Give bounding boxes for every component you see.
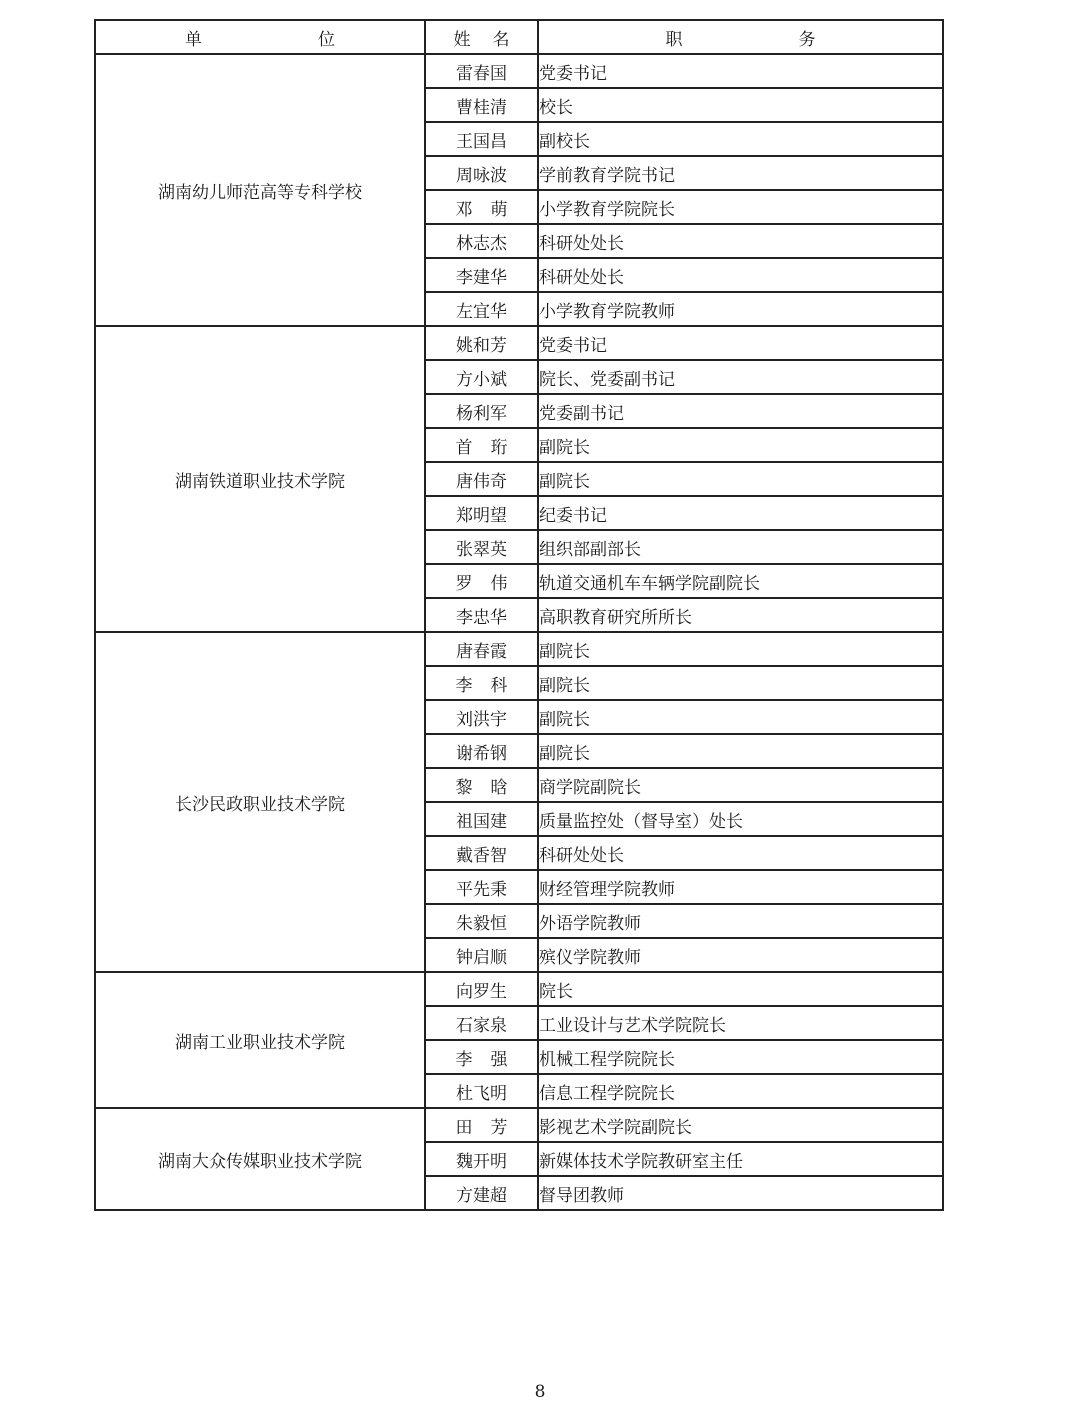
role-cell: 轨道交通机车车辆学院副院长 — [538, 564, 943, 598]
unit-cell: 长沙民政职业技术学院 — [95, 632, 425, 972]
role-cell: 外语学院教师 — [538, 904, 943, 938]
role-cell: 小学教育学院院长 — [538, 190, 943, 224]
name-cell: 周咏波 — [425, 156, 538, 190]
unit-cell: 湖南幼儿师范高等专科学校 — [95, 54, 425, 326]
role-cell: 院长 — [538, 972, 943, 1006]
role-cell: 校长 — [538, 88, 943, 122]
name-cell: 左宜华 — [425, 292, 538, 326]
table-row — [95, 1108, 943, 1142]
name-cell: 方小斌 — [425, 360, 538, 394]
role-cell: 财经管理学院教师 — [538, 870, 943, 904]
role-cell: 党委副书记 — [538, 394, 943, 428]
name-cell: 钟启顺 — [425, 938, 538, 972]
table-row — [95, 972, 943, 1006]
role-cell: 副院长 — [538, 700, 943, 734]
role-cell: 科研处处长 — [538, 258, 943, 292]
name-cell: 郑明望 — [425, 496, 538, 530]
role-cell: 副院长 — [538, 462, 943, 496]
role-cell: 副院长 — [538, 632, 943, 666]
role-cell: 科研处处长 — [538, 836, 943, 870]
header-unit: 单位 — [95, 20, 425, 54]
name-cell: 张翠英 — [425, 530, 538, 564]
role-cell: 高职教育研究所所长 — [538, 598, 943, 632]
header-row — [95, 20, 943, 54]
role-cell: 院长、党委副书记 — [538, 360, 943, 394]
name-cell: 石家泉 — [425, 1006, 538, 1040]
name-cell: 首珩 — [425, 428, 538, 462]
table-row — [95, 326, 943, 360]
role-cell: 党委书记 — [538, 54, 943, 88]
role-cell: 科研处处长 — [538, 224, 943, 258]
name-cell: 田芳 — [425, 1108, 538, 1142]
name-cell: 向罗生 — [425, 972, 538, 1006]
name-cell: 杜飞明 — [425, 1074, 538, 1108]
unit-cell: 湖南大众传媒职业技术学院 — [95, 1108, 425, 1210]
name-cell: 谢希钢 — [425, 734, 538, 768]
role-cell: 质量监控处（督导室）处长 — [538, 802, 943, 836]
page-number: 8 — [534, 1382, 546, 1402]
roster-body — [95, 54, 943, 1210]
name-cell: 邓萌 — [425, 190, 538, 224]
name-cell: 李忠华 — [425, 598, 538, 632]
role-cell: 副校长 — [538, 122, 943, 156]
role-cell: 信息工程学院院长 — [538, 1074, 943, 1108]
role-cell: 督导团教师 — [538, 1176, 943, 1210]
role-cell: 工业设计与艺术学院院长 — [538, 1006, 943, 1040]
name-cell: 唐春霞 — [425, 632, 538, 666]
header-role: 职务 — [538, 20, 943, 54]
role-cell: 小学教育学院教师 — [538, 292, 943, 326]
name-cell: 雷春国 — [425, 54, 538, 88]
role-cell: 殡仪学院教师 — [538, 938, 943, 972]
name-cell: 唐伟奇 — [425, 462, 538, 496]
unit-cell: 湖南铁道职业技术学院 — [95, 326, 425, 632]
role-cell: 组织部副部长 — [538, 530, 943, 564]
name-cell: 林志杰 — [425, 224, 538, 258]
name-cell: 魏开明 — [425, 1142, 538, 1176]
name-cell: 王国昌 — [425, 122, 538, 156]
header-name: 姓名 — [425, 20, 538, 54]
table-row — [95, 54, 943, 88]
name-cell: 杨利军 — [425, 394, 538, 428]
role-cell: 副院长 — [538, 428, 943, 462]
name-cell: 方建超 — [425, 1176, 538, 1210]
unit-cell: 湖南工业职业技术学院 — [95, 972, 425, 1108]
name-cell: 祖国建 — [425, 802, 538, 836]
name-cell: 罗伟 — [425, 564, 538, 598]
name-cell: 李强 — [425, 1040, 538, 1074]
role-cell: 商学院副院长 — [538, 768, 943, 802]
name-cell: 朱毅恒 — [425, 904, 538, 938]
role-cell: 副院长 — [538, 666, 943, 700]
role-cell: 机械工程学院院长 — [538, 1040, 943, 1074]
name-cell: 平先秉 — [425, 870, 538, 904]
role-cell: 党委书记 — [538, 326, 943, 360]
role-cell: 新媒体技术学院教研室主任 — [538, 1142, 943, 1176]
name-cell: 戴香智 — [425, 836, 538, 870]
name-cell: 姚和芳 — [425, 326, 538, 360]
role-cell: 纪委书记 — [538, 496, 943, 530]
role-cell: 副院长 — [538, 734, 943, 768]
name-cell: 刘洪宇 — [425, 700, 538, 734]
table-row — [95, 632, 943, 666]
name-cell: 李建华 — [425, 258, 538, 292]
name-cell: 黎晗 — [425, 768, 538, 802]
name-cell: 李科 — [425, 666, 538, 700]
role-cell: 影视艺术学院副院长 — [538, 1108, 943, 1142]
role-cell: 学前教育学院书记 — [538, 156, 943, 190]
name-cell: 曹桂清 — [425, 88, 538, 122]
roster-table — [94, 19, 944, 1211]
